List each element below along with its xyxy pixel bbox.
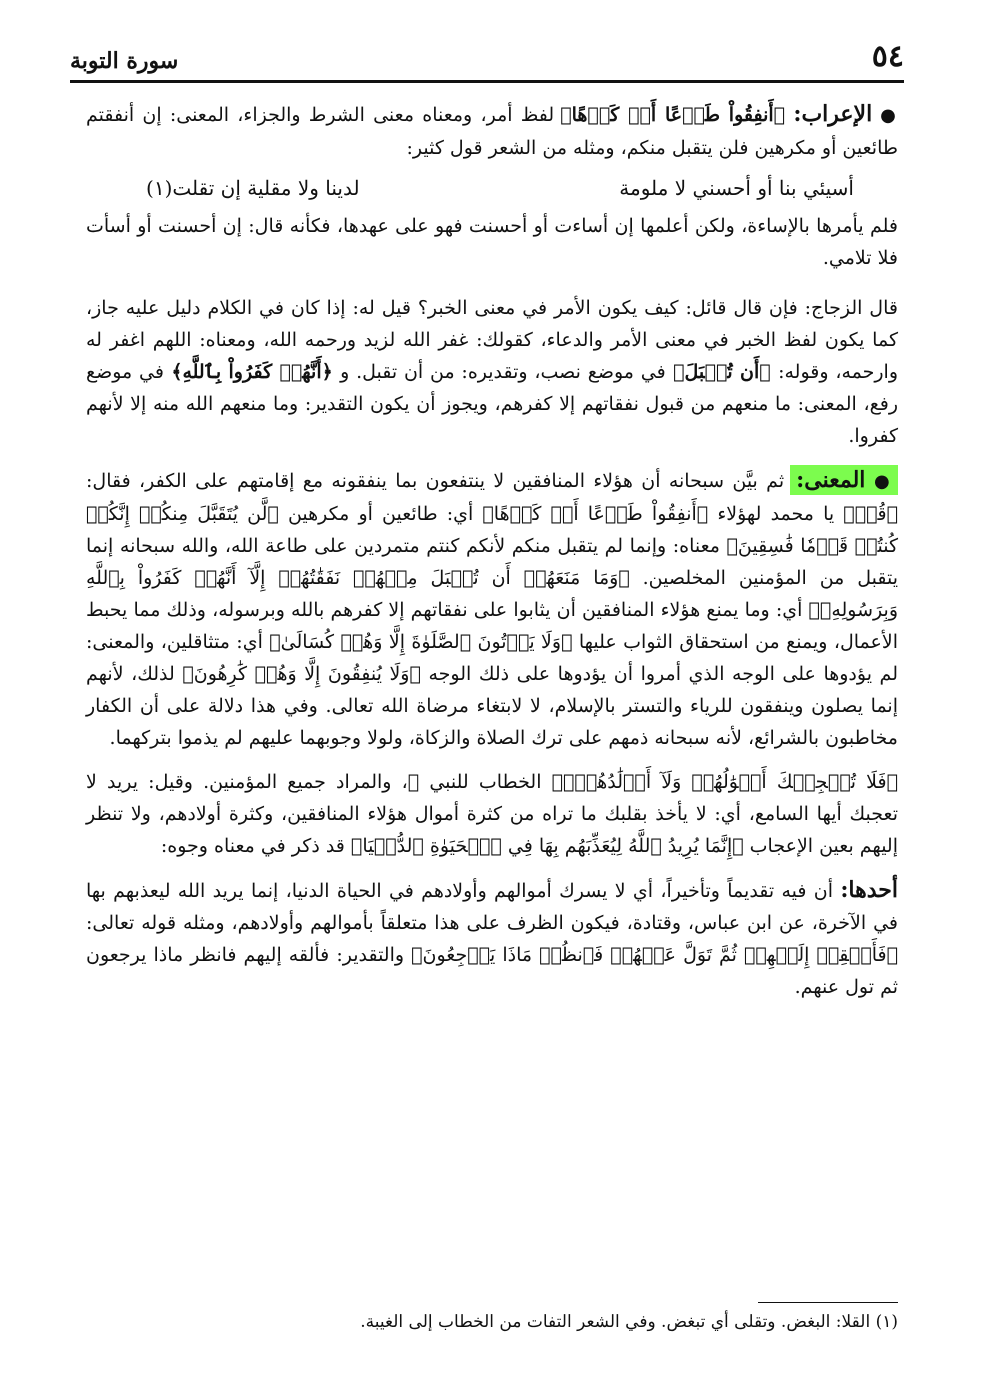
bullet-icon: ● [872, 105, 898, 126]
footnote-marker: (١) [875, 1312, 898, 1332]
mana-label-highlight [790, 465, 898, 495]
irab-text: لفظ أمر، ومعناه معنى الشرط والجزاء، المعنى: إن أنفقتم طائعين أو مكرهين فلن يتقبل منكم، ومثله من الشعر قول كثير: [86, 104, 898, 159]
ayah-paragraph: ﴿فَلَا تُعۡجِبۡكَ أَمۡوَٰلُهُمۡ وَلَآ أَوۡلَٰدُهُمۡۚ﴾ الخطاب للنبي ﷺ، والمراد جميع المؤمنين. وقيل: يريد لا تعجبك أيها السامع، أي: لا يأخذ بقلبك ما تراه من كثرة أموال هؤلاء المنافقين، وكثرة أولادهم، ولا تنظر إليهم بعين الإعجاب ﴿إِنَّمَا يُرِيدُ ٱللَّهُ لِيُعَذِّبَهُم بِهَا فِي ٱلۡحَيَوٰةِ ٱلدُّنۡيَا﴾ قد ذكر في معناه وجوه: [86, 771, 898, 857]
ahaduha-label: أحدها: [840, 877, 898, 903]
surah-title: سورة التوبة [70, 48, 179, 74]
footnote [86, 1308, 898, 1336]
poem-first-hemistich: أسيئي بنا أو أحسني لا ملومة [619, 176, 854, 200]
poem-second-hemistich: لدينا ولا مقلية إن تقلت(١) [146, 176, 360, 200]
zajjaj-paragraph [86, 292, 898, 452]
irab-label: الإعراب: [793, 101, 873, 127]
main-text [86, 98, 898, 1003]
page-header [70, 34, 904, 74]
footnote-rule [758, 1302, 898, 1303]
zajjaj-quote-1: ﴿أَن تُقۡبَلَ﴾ [665, 361, 779, 383]
mana-text: ثم بيَّن سبحانه أن هؤلاء المنافقين لا ينتفعون بما ينفقونه مع إقامتهم على الكفر، فقال: ﴿قُلۡ﴾ يا محمد لهؤلاء ﴿أَنفِقُواْ طَوۡعًا أَوۡ كَرۡهًا﴾ أي: طائعين أو مكرهين ﴿لَّن يُتَقَبَّلَ مِنكُمۡ إِنَّكُمۡ كُنتُمۡ قَوۡمٗا فَٰسِقِينَ﴾ معناه: وإنما لم يتقبل منكم لأنكم كنتم متمردين على طاعة الله، والله سبحانه إنما يتقبل من المؤمنين المخلصين. ﴿وَمَا مَنَعَهُمۡ أَن تُقۡبَلَ مِنۡهُمۡ نَفَقَٰتُهُمۡ إِلَّآ أَنَّهُمۡ كَفَرُواْ بِٱللَّهِ وَبِرَسُولِهِۦ﴾ أي: وما يمنع هؤلاء المنافقين أن يثابوا على نفقاتهم إلا كفرهم بالله وبرسوله، وذلك مما يحبط الأعمال، ويمنع من استحقاق الثواب عليها ﴿وَلَا يَأۡتُونَ ٱلصَّلَوٰةَ إِلَّا وَهُمۡ كُسَالَىٰ﴾ أي: متثاقلين، والمعنى: لم يؤدوها على الوجه الذي أمروا أن يؤدوها على ذلك الوجه ﴿وَلَا يُنفِقُونَ إِلَّا وَهُمۡ كَٰرِهُونَ﴾ لذلك، لأنهم إنما يصلون وينفقون للرياء والتستر بالإسلام، لا لابتغاء مرضاة الله تعالى. وفي هذا دلالة على أن الكفار مخاطبون بالشرائع، لأنه سبحانه ذمهم على ترك الصلاة والزكاة، ولولا وجوبهما عليهم لم يذموا بتركهما. [86, 470, 898, 749]
irab-explanation: فلم يأمرها بالإساءة، ولكن أعلمها إن أساءت أو أحسنت فهو على عهدها، فكأنه قال: إن أحسنت أو أسأت فلا تلامي. [86, 215, 898, 269]
page-number: ٥٤ [871, 39, 904, 74]
ahaduha-paragraph [86, 874, 898, 1003]
header-rule [70, 80, 904, 83]
poem-verse [86, 172, 898, 204]
zajjaj-text-2: في موضع نصب، وتقديره: من أن تقبل. و [340, 361, 666, 383]
zajjaj-quote-2: ﴿أَنَّهُمۡ كَفَرُواْ بِٱللَّهِ﴾ [163, 361, 341, 383]
irab-quote: ﴿أَنفِقُواْ طَوۡعًا أَوۡ كَرۡهًا﴾ [560, 104, 786, 126]
zajjaj-text-1: قال الزجاج: فإن قال قائل: كيف يكون الأمر في معنى الخبر؟ قيل له: إذا كان في الكلام دليل عليه جاز، كما يكون لفظ الخبر في معنى الأمر والدعاء، كقولك: غفر الله لزيد ورحمه الله، ومعناه: اللهم اغفر له وارحمه، وقوله: [86, 297, 899, 383]
mana-label: المعنى: [796, 467, 866, 493]
zajjaj-text-3: في موضع رفع، المعنى: ما منعهم من قبول نفقاتهم إلا كفرهم، ويجوز أن يكون التقدير: وما منعهم الله منه إلا لأنهم كفروا. [86, 361, 898, 447]
bullet-icon: ● [865, 471, 892, 492]
ahaduha-text: أن فيه تقديماً وتأخيراً، أي لا يسرك أموالهم وأولادهم في الحياة الدنيا، إنما يريد الله ليعذبهم بها في الآخرة، عن ابن عباس، وقتادة، فيكون الظرف على هذا متعلقاً بأموالهم وأولادهم، ومثله قوله تعالى: ﴿فَأَلۡقِهۡ إِلَيۡهِمۡ ثُمَّ تَوَلَّ عَنۡهُمۡ فَٱنظُرۡ مَاذَا يَرۡجِعُونَ﴾ والتقدير: فألقه إليهم فانظر ماذا يرجعون ثم تول عنهم. [86, 880, 898, 998]
mana-paragraph [86, 464, 898, 754]
irab-paragraph [86, 98, 898, 164]
footnote-text: القلا: البغض. وتقلى أي تبغض. وفي الشعر التفات من الخطاب إلى الغيبة. [360, 1312, 871, 1332]
